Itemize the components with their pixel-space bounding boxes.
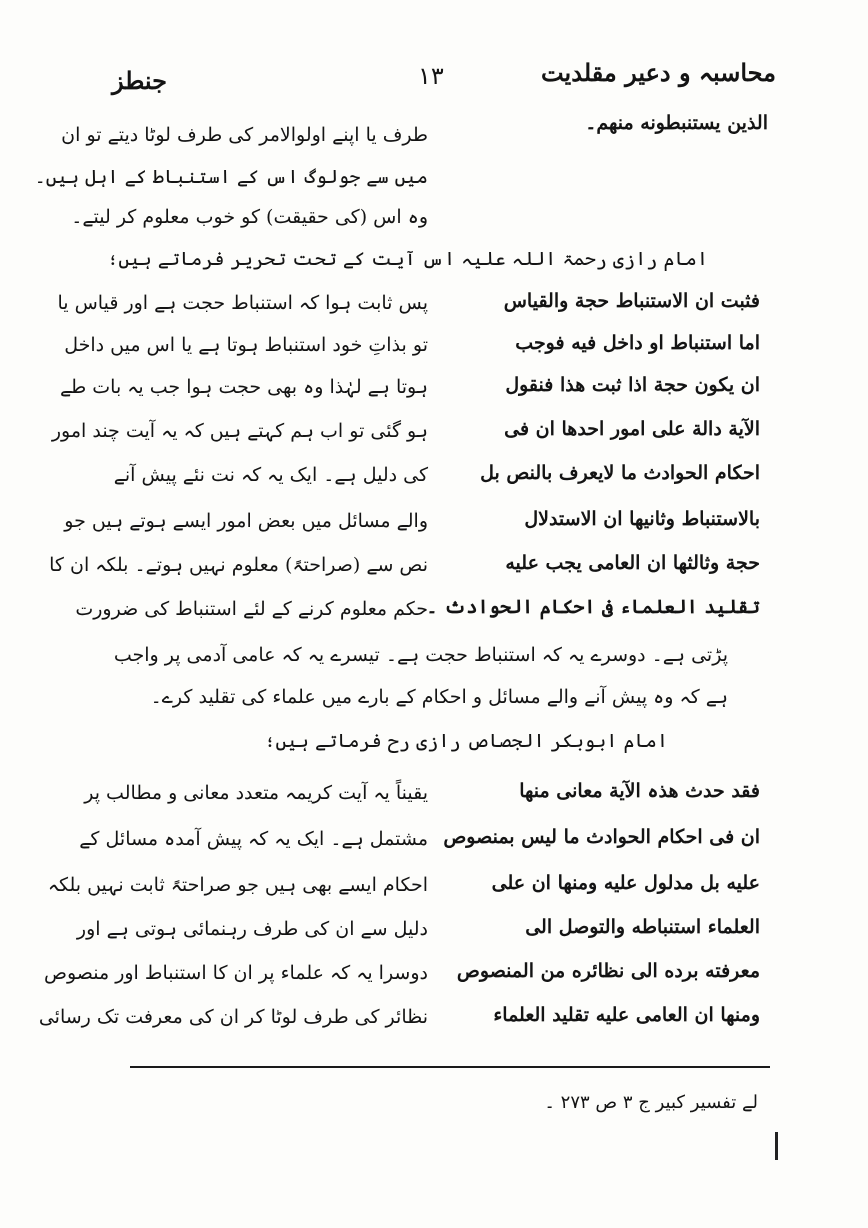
footnote-divider [130,1066,770,1068]
s1-arabic-line-2: اما استنباط او داخل فیه فوجب [515,332,760,354]
s1-urdu-line-4: ہو گئی تو اب ہم کہتے ہیں کہ یہ آیت چند امور [51,420,428,442]
section2-heading: امام ابوبکر الجصاص رازی رح فرماتے ہیں؛ [264,730,668,752]
s1-arabic-line-5: احکام الحوادث ما لایعرف بالنص بل [480,462,760,484]
s2-urdu-line-5: دوسرا یہ کہ علماء پر ان کا استنباط اور منصوص [43,962,428,984]
s1-arabic-line-3: ان یکون حجة اذا ثبت ھذا فنقول [505,374,760,396]
page-number: ١٣ [418,62,444,90]
s1-urdu-line-6: والے مسائل میں بعض امور ایسے ہوتے ہیں جو [64,510,428,532]
s1-arabic-line-7: حجة وثالثھا ان العامی یجب علیه [505,552,760,574]
s2-urdu-line-4: دلیل سے ان کی طرف رہنمائی ہوتی ہے اور [76,918,428,940]
s1-arabic-line-1: فثبت ان الاستنباط حجة والقیاس [503,290,760,312]
intro-urdu-line-1: طرف یا اپنے اولوالامر کی طرف لوٹا دیتے تو ان [61,124,428,146]
s1-arabic-line-4: الآیة دالة علی امور احدھا ان فی [504,418,760,440]
header-right-title: محاسبہ و دعیر مقلدیت [540,58,776,87]
scan-artifact-mark [775,1132,778,1160]
s2-arabic-line-1: فقد حدث ھذہ الآیة معانی منھا [519,780,760,802]
s2-arabic-line-2: ان فی احکام الحوادث ما لیس بمنصوص [443,826,760,848]
s1-urdu-line-5: کی دلیل ہے۔ ایک یہ کہ نت نئے پیش آنے [113,464,428,486]
footnote-text: لے تفسیر کبیر ج ۳ ص ۲۷۳ ۔ [544,1092,758,1113]
intro-urdu-line-3: وہ اس (کی حقیقت) کو خوب معلوم کر لیتے۔ [71,206,428,228]
section1-heading: امام رازی رحمۃ اللہ علیہ اس آیت کے تحت تحریر فرماتے ہیں؛ [107,248,708,270]
s1-urdu-line-8: حکم معلوم کرنے کے لئے استنباط کی ضرورت [75,598,428,620]
s2-urdu-line-3: احکام ایسے بھی ہیں جو صراحتہً ثابت نہیں بلکہ [47,874,428,896]
s1-arabic-line-8: تقلید العلماء فی احکام الحوادث ۔ [426,596,760,618]
s1-urdu-line-1: پس ثابت ہوا کہ استنباط حجت ہے اور قیاس یا [57,292,428,314]
s2-urdu-line-2: مشتمل ہے۔ ایک یہ کہ پیش آمدہ مسائل کے [79,828,428,850]
s2-arabic-line-5: معرفته برده الی نظائره من المنصوص [456,960,760,982]
s1-urdu-line-7: نص سے (صراحتہً) معلوم نہیں ہوتے۔ بلکہ ان کا [49,554,428,576]
s1-full-line-2: ہے کہ وہ پیش آنے والے مسائل و احکام کے بارے میں علماء کی تقلید کرے۔ [150,686,728,708]
s2-urdu-line-6: نظائر کی طرف لوٹا کر ان کی معرفت تک رسائی [38,1006,428,1028]
s1-full-line-1: پڑتی ہے۔ دوسرے یہ کہ استنباط حجت ہے۔ تیسرے یہ کہ عامی آدمی پر واجب [113,644,728,666]
s2-urdu-line-1: یقیناً یہ آیت کریمہ متعدد معانی و مطالب پر [84,782,428,804]
header-left-word: جنطز [112,66,168,95]
s1-arabic-line-6: بالاستنباط وثانیھا ان الاستدلال [524,508,760,530]
intro-urdu-line-2: میں سے جولوگ اس کے استنباط کے اہل ہیں۔ [34,166,428,188]
s1-urdu-line-2: تو بذاتِ خود استنباط ہوتا ہے یا اس میں داخل [64,334,428,356]
s1-urdu-line-3: ہوتا ہے لہٰذا وہ بھی حجت ہوا جب یہ بات طے [60,376,428,398]
s2-arabic-line-3: علیه بل مدلول علیه ومنھا ان علی [491,872,760,894]
s2-arabic-line-6: ومنھا ان العامی علیه تقلید العلماء [493,1004,760,1026]
s2-arabic-line-4: العلماء استنباطه والتوصل الی [525,916,760,938]
intro-arabic-quote: الذین یستنبطونه منھم۔ [585,112,768,134]
